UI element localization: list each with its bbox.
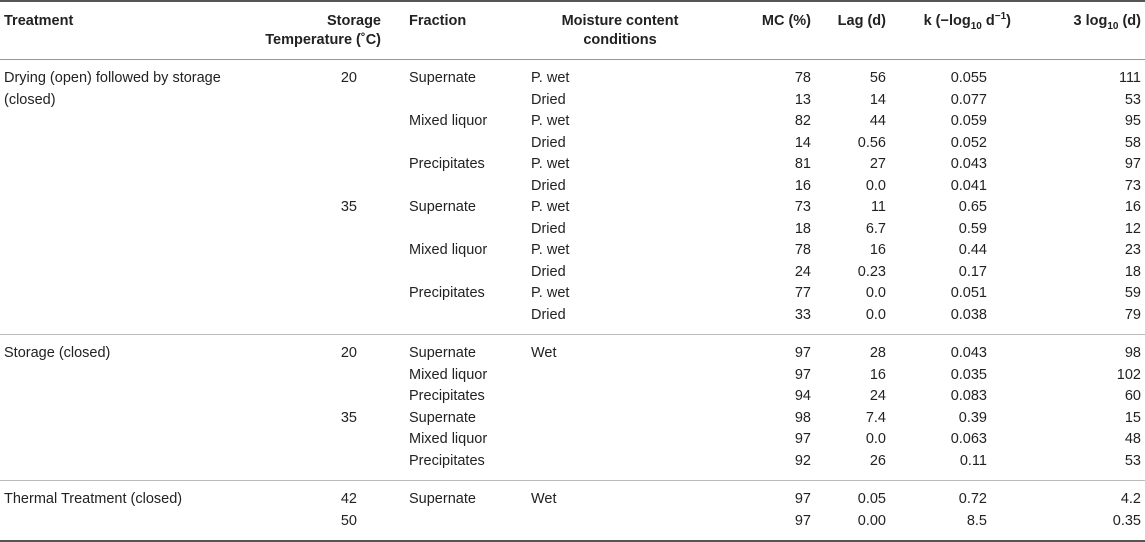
- cell-k: 0.59: [958, 220, 987, 237]
- cell-3log: 53: [1124, 91, 1141, 108]
- cell-fraction: [395, 511, 525, 533]
- header-treatment: [0, 1, 250, 60]
- cell-3log: 79: [1124, 306, 1141, 323]
- cell-temperature: [250, 176, 395, 198]
- header-log-suffix: (d): [1118, 13, 1141, 29]
- cell-moisture: Dried: [531, 220, 566, 237]
- cell-moisture: P. wet: [531, 285, 570, 301]
- cell-mc: 33: [794, 306, 811, 323]
- cell-mc: 18: [794, 220, 811, 237]
- cell-fraction: Precipitates: [409, 388, 485, 404]
- cell-temperature: [250, 305, 395, 327]
- cell-3log: 18: [1124, 263, 1141, 280]
- cell-fraction: [395, 305, 525, 327]
- cell-3log: 16: [1124, 199, 1141, 215]
- header-k-prefix: k (−log: [923, 13, 971, 29]
- cell-fraction: [395, 90, 525, 112]
- cell-mc: 97: [794, 366, 811, 383]
- cell-temperature: [250, 154, 395, 176]
- header-mc-label: MC (%): [761, 13, 811, 29]
- cell-mc: 78: [794, 242, 811, 258]
- cell-mc: 16: [794, 177, 811, 194]
- cell-k: 0.39: [958, 409, 987, 426]
- cell-lag: 16: [869, 242, 886, 258]
- cell-temperature: [250, 111, 395, 133]
- group-spacer: [0, 481, 1145, 490]
- cell-fraction: Mixed liquor: [409, 113, 488, 129]
- cell-fraction: Supernate: [409, 491, 476, 507]
- header-k-suffix: ): [1006, 13, 1011, 29]
- cell-temperature: 42: [340, 491, 357, 507]
- cell-lag: 14: [869, 91, 886, 108]
- cell-temperature: [250, 386, 395, 408]
- cell-k: 0.055: [950, 70, 987, 86]
- cell-temperature: [250, 240, 395, 262]
- cell-moisture: [525, 365, 715, 387]
- cell-moisture: P. wet: [531, 113, 570, 129]
- cell-temperature: 35: [340, 199, 357, 215]
- cell-mc: 77: [794, 285, 811, 301]
- cell-fraction: Mixed liquor: [409, 366, 488, 383]
- cell-k: 0.059: [950, 113, 987, 129]
- cell-k: 0.72: [958, 491, 987, 507]
- cell-treatment: Storage (closed): [4, 345, 111, 361]
- cell-mc: 82: [794, 113, 811, 129]
- header-k-mid: d: [981, 13, 995, 29]
- table-row: [0, 68, 1145, 90]
- cell-moisture: Dried: [531, 91, 566, 108]
- cell-treatment: Thermal Treatment (closed): [4, 491, 183, 507]
- cell-temperature: [250, 365, 395, 387]
- cell-k: 0.035: [950, 366, 987, 383]
- table-group: [0, 481, 1145, 542]
- cell-mc: 14: [794, 134, 811, 151]
- cell-temperature: 20: [340, 345, 357, 361]
- header-treatment-label: Treatment: [4, 13, 74, 29]
- cell-lag: 27: [869, 156, 886, 172]
- cell-3log: 58: [1124, 134, 1141, 151]
- header-row: [0, 1, 1145, 60]
- header-fraction: [395, 1, 525, 60]
- cell-3log: 111: [1118, 70, 1141, 86]
- cell-moisture: Dried: [531, 177, 566, 194]
- cell-fraction: Supernate: [409, 199, 476, 215]
- cell-moisture: P. wet: [531, 199, 570, 215]
- cell-lag: 7.4: [865, 409, 886, 426]
- cell-lag: 0.00: [857, 512, 886, 529]
- cell-moisture: Dried: [531, 134, 566, 151]
- cell-moisture: [525, 451, 715, 473]
- cell-3log: 15: [1124, 409, 1141, 426]
- cell-lag: 24: [869, 388, 886, 404]
- cell-moisture: [525, 511, 715, 533]
- cell-lag: 44: [869, 113, 886, 129]
- spacer-cell: [0, 335, 1145, 344]
- header-mc: [715, 1, 815, 60]
- cell-3log: 12: [1124, 220, 1141, 237]
- group-spacer: [0, 60, 1145, 69]
- cell-3log: 97: [1124, 156, 1141, 172]
- header-k-sub: 10: [970, 20, 982, 32]
- spacer-cell: [0, 481, 1145, 490]
- cell-fraction: Supernate: [409, 409, 476, 426]
- cell-moisture: P. wet: [531, 156, 570, 172]
- cell-lag: 0.05: [857, 491, 886, 507]
- cell-mc: 94: [794, 388, 811, 404]
- cell-fraction: [395, 176, 525, 198]
- cell-fraction: Mixed liquor: [409, 431, 488, 447]
- cell-fraction: [395, 262, 525, 284]
- group-spacer: [0, 472, 1145, 481]
- header-log-prefix: 3 log: [1073, 13, 1108, 29]
- cell-lag: 0.0: [865, 285, 886, 301]
- cell-k: 0.043: [950, 345, 987, 361]
- cell-moisture: Wet: [531, 491, 557, 507]
- cell-k: 0.44: [958, 242, 987, 258]
- cell-fraction: Supernate: [409, 70, 476, 86]
- cell-temperature: 35: [340, 409, 357, 426]
- table-group: [0, 335, 1145, 481]
- cell-mc: 97: [794, 491, 811, 507]
- cell-k: 0.038: [950, 306, 987, 323]
- spacer-cell: [0, 532, 1145, 541]
- cell-lag: 26: [869, 452, 886, 469]
- table-header: [0, 1, 1145, 60]
- cell-3log: 59: [1124, 285, 1141, 301]
- spacer-cell: [0, 472, 1145, 481]
- cell-fraction: [395, 133, 525, 155]
- cell-lag: 56: [869, 70, 886, 86]
- cell-temperature: [250, 429, 395, 451]
- cell-3log: 23: [1124, 242, 1141, 258]
- cell-temperature: [250, 262, 395, 284]
- cell-3log: 95: [1124, 113, 1141, 129]
- table-group: [0, 60, 1145, 335]
- cell-3log: 98: [1124, 345, 1141, 361]
- cell-fraction: [395, 219, 525, 241]
- header-storage-line2: Temperature (˚C): [265, 32, 381, 48]
- cell-k: 8.5: [966, 512, 987, 529]
- header-k-sup: −1: [994, 11, 1007, 23]
- cell-lag: 0.0: [865, 306, 886, 323]
- cell-lag: 0.0: [865, 177, 886, 194]
- cell-moisture: P. wet: [531, 70, 570, 86]
- spacer-cell: [0, 326, 1145, 335]
- header-3log: [1015, 1, 1145, 60]
- cell-lag: 16: [869, 366, 886, 383]
- cell-lag: 6.7: [865, 220, 886, 237]
- cell-mc: 97: [794, 431, 811, 447]
- cell-moisture: [525, 408, 715, 430]
- cell-lag: 0.56: [857, 134, 886, 151]
- cell-temperature: [250, 133, 395, 155]
- cell-lag: 11: [870, 199, 886, 215]
- cell-mc: 73: [794, 199, 811, 215]
- cell-mc: 78: [794, 70, 811, 86]
- cell-moisture: [525, 429, 715, 451]
- cell-3log: 0.35: [1112, 512, 1141, 529]
- header-lag-label: Lag (d): [837, 13, 886, 29]
- cell-fraction: Supernate: [409, 345, 476, 361]
- cell-fraction: Precipitates: [409, 156, 485, 172]
- cell-temperature: [250, 283, 395, 305]
- cell-moisture: Wet: [531, 345, 557, 361]
- cell-mc: 97: [794, 345, 811, 361]
- cell-3log: 73: [1124, 177, 1141, 194]
- cell-moisture: P. wet: [531, 242, 570, 258]
- cell-mc: 24: [794, 263, 811, 280]
- cell-fraction: Precipitates: [409, 452, 485, 469]
- cell-mc: 98: [794, 409, 811, 426]
- cell-mc: 92: [794, 452, 811, 469]
- cell-k: 0.17: [958, 263, 987, 280]
- table-row: [0, 343, 1145, 365]
- cell-temperature: [250, 90, 395, 112]
- cell-3log: 4.2: [1120, 491, 1141, 507]
- header-k: [890, 1, 1015, 60]
- group-spacer: [0, 532, 1145, 541]
- cell-mc: 81: [794, 156, 811, 172]
- header-fraction-label: Fraction: [409, 13, 467, 29]
- cell-temperature: 20: [340, 70, 357, 86]
- cell-k: 0.077: [950, 91, 987, 108]
- cell-fraction: Mixed liquor: [409, 242, 488, 258]
- header-log-sub: 10: [1107, 20, 1119, 32]
- cell-lag: 28: [869, 345, 886, 361]
- group-spacer: [0, 335, 1145, 344]
- header-moisture-line2: conditions: [583, 32, 657, 48]
- cell-k: 0.083: [950, 388, 987, 404]
- cell-temperature: [250, 451, 395, 473]
- cell-lag: 0.23: [857, 263, 886, 280]
- cell-k: 0.063: [950, 431, 987, 447]
- cell-treatment: Drying (open) followed by storage (closed): [4, 70, 221, 108]
- header-moisture: [525, 1, 715, 60]
- cell-k: 0.051: [950, 285, 987, 301]
- cell-moisture: Dried: [531, 263, 566, 280]
- header-storage-temperature: [250, 1, 395, 60]
- cell-3log: 53: [1124, 452, 1141, 469]
- cell-mc: 13: [794, 91, 811, 108]
- cell-temperature: 50: [340, 512, 357, 529]
- cell-mc: 97: [794, 512, 811, 529]
- header-storage-line1: Storage: [327, 13, 381, 29]
- table-row: [0, 489, 1145, 511]
- cell-temperature: [250, 219, 395, 241]
- spacer-cell: [0, 60, 1145, 69]
- cell-3log: 102: [1116, 366, 1141, 383]
- cell-k: 0.11: [959, 452, 987, 469]
- cell-k: 0.041: [950, 177, 987, 194]
- header-moisture-line1: Moisture content: [561, 13, 679, 29]
- cell-k: 0.65: [958, 199, 987, 215]
- cell-k: 0.043: [950, 156, 987, 172]
- cell-3log: 48: [1124, 431, 1141, 447]
- header-lag: [815, 1, 890, 60]
- cell-moisture: [525, 386, 715, 408]
- group-spacer: [0, 326, 1145, 335]
- cell-fraction: Precipitates: [409, 285, 485, 301]
- cell-lag: 0.0: [865, 431, 886, 447]
- cell-3log: 60: [1124, 388, 1141, 404]
- cell-moisture: Dried: [531, 306, 566, 323]
- cell-k: 0.052: [950, 134, 987, 151]
